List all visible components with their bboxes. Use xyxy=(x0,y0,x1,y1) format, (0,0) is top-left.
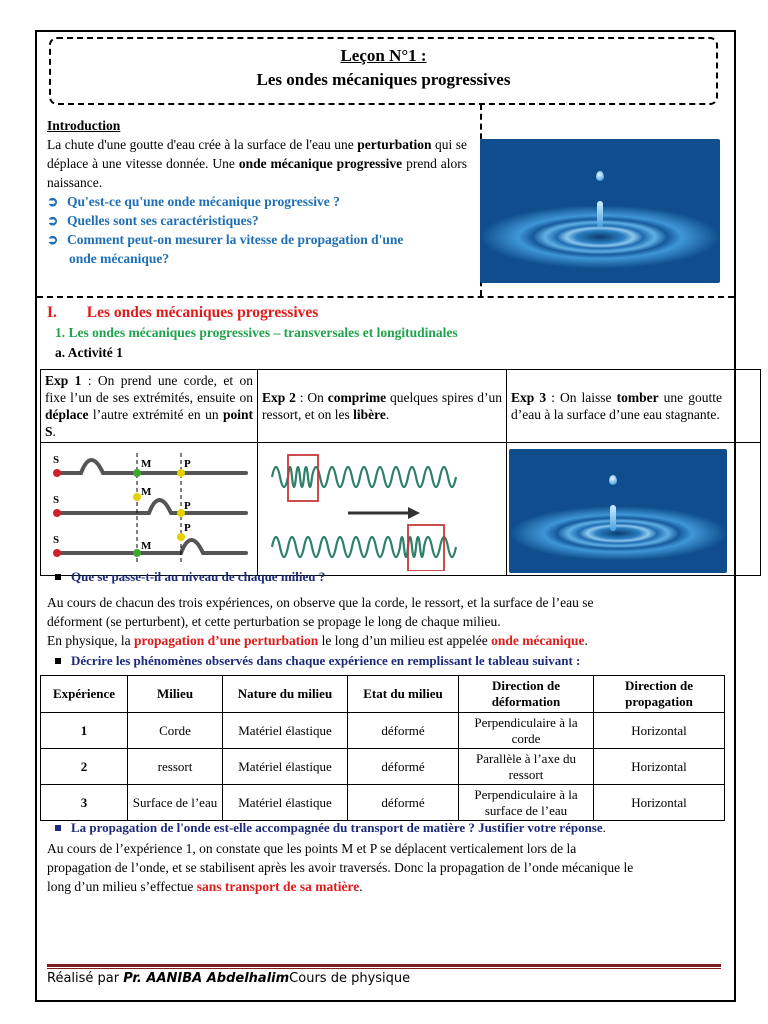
label-s: S xyxy=(53,494,60,506)
table-row: 2 ressort Matériel élastique déformé Parallèle à l’axe du ressort Horizontal xyxy=(41,749,725,785)
intro-paragraph xyxy=(47,135,467,192)
answer-1: Au cours de chacun des trois expériences, on observe que la corde, le ressort, et la surface de l’eau se déforment (se perturbent), et cette perturbation se propage le long de chaque milieu. En physique, la propagation d’une perturbation le long d’un milieu est appelée onde mécanique. xyxy=(47,595,594,648)
point-m-1 xyxy=(133,469,141,477)
spring-diagram-cell xyxy=(258,443,507,576)
table-row: 3 Surface de l’eau Matériel élastique déformé Perpendiculaire à la surface de l’eau Horizontal xyxy=(41,785,725,821)
section-divider xyxy=(37,296,734,298)
splash-icon xyxy=(610,505,616,531)
rope-line-1 xyxy=(57,460,246,473)
water-drop-photo-2 xyxy=(509,449,727,573)
intro-bold: mécanique progressive xyxy=(270,156,403,171)
intro-block xyxy=(47,116,467,268)
header-cell: Expérience xyxy=(41,676,128,713)
rope-line-2 xyxy=(57,500,246,513)
splash-icon xyxy=(597,201,603,227)
title-box xyxy=(49,37,718,105)
exp1-cell: Exp 1 : On prend une corde, et on fixe l’un de ses extrémités, ensuite on déplace l’autre extrémité en un point S. xyxy=(41,370,258,443)
arrow-icon: ➲ xyxy=(47,232,59,247)
intro-question-cont: onde mécanique? xyxy=(69,251,170,266)
subsection-heading: 1. Les ondes mécaniques progressives – transversales et longitudinales xyxy=(55,325,458,340)
label-p: P xyxy=(184,500,191,512)
question-3: La propagation de l'onde est-elle accompagnée du transport de matière ? Justifier votre réponse. xyxy=(47,820,606,836)
intro-question: ➲ Comment peut-on mesurer la vitesse de propagation d'une xyxy=(47,232,404,247)
intro-heading: Introduction xyxy=(47,118,121,133)
activity-heading: a. Activité 1 xyxy=(55,345,123,360)
spring-diagram xyxy=(258,443,498,571)
footer-rule-thin xyxy=(47,968,721,969)
intro-text: La chute d'une goutte d'eau crée à la surface de l'eau une xyxy=(47,137,354,152)
lesson-title: Les ondes mécaniques progressives xyxy=(256,70,511,89)
point-p-3 xyxy=(177,533,185,541)
spring-bottom xyxy=(272,537,456,557)
arrow-right-icon xyxy=(408,507,420,519)
label-m: M xyxy=(141,540,152,552)
point-s-2 xyxy=(53,509,61,517)
compression-box-2 xyxy=(408,525,444,571)
table-row: 1 Corde Matériel élastique déformé Perpendiculaire à la corde Horizontal xyxy=(41,713,725,749)
spring-top xyxy=(272,467,456,487)
intro-bold: perturbation xyxy=(357,137,432,152)
results-table xyxy=(40,675,725,821)
lesson-number: Leçon N°1 : xyxy=(340,46,427,65)
footer: Réalisé par Pr. AANIBA AbdelhalimCours de physique xyxy=(47,971,411,986)
intro-text: prend alors naissance. xyxy=(47,156,468,190)
rope-diagram xyxy=(41,443,257,571)
rope-line-3 xyxy=(57,540,246,553)
header-cell: Nature du milieu xyxy=(223,676,348,713)
header-cell: Milieu xyxy=(128,676,223,713)
intro-bold: onde xyxy=(238,156,267,171)
point-s-3 xyxy=(53,549,61,557)
intro-question: ➲ Qu'est-ce qu'une onde mécanique progressive ? xyxy=(47,194,340,209)
point-m-3 xyxy=(133,549,141,557)
question-1: Que se passe-t-il au niveau de chaque milieu ? xyxy=(47,569,325,585)
water-photo-cell xyxy=(507,443,761,576)
footer-rule xyxy=(47,964,721,967)
header-cell: Direction de propagation xyxy=(594,676,725,713)
rope-diagram-cell xyxy=(41,443,258,576)
arrow-icon: ➲ xyxy=(47,194,59,209)
water-drop-photo xyxy=(480,139,720,283)
square-bullet-icon xyxy=(55,658,61,664)
question-2: Décrire les phénomènes observés dans chaque expérience en remplissant le tableau suivant : xyxy=(47,653,580,669)
answer-3: Au cours de l’expérience 1, on constate que les points M et P se déplacent verticalement lors de la propagation de l’onde, et se stabilisent après les avoir traversés. Donc la propagation de l’onde mécanique le long d’un milieu s’effectue sans transport de sa matière. xyxy=(47,841,634,894)
square-bullet-icon xyxy=(55,574,61,580)
square-bullet-icon xyxy=(55,825,61,831)
arrow-icon: ➲ xyxy=(47,213,59,228)
exp2-cell: Exp 2 : On comprime quelques spires d’un ressort, et on les libère. xyxy=(258,370,507,443)
experiments-table xyxy=(40,369,761,576)
label-s: S xyxy=(53,534,60,546)
header-cell: Direction de déformation xyxy=(459,676,594,713)
point-m-2 xyxy=(133,493,141,501)
header-cell: Etat du milieu xyxy=(348,676,459,713)
water-drop-icon xyxy=(596,171,604,181)
water-drop-icon xyxy=(609,475,617,485)
intro-text: qui se déplace à une vitesse donnée. Une xyxy=(47,137,468,171)
label-s: S xyxy=(53,454,60,466)
label-p: P xyxy=(184,522,191,534)
label-m: M xyxy=(141,458,152,470)
exp3-cell: Exp 3 : On laisse tomber une goutte d’eau à la surface d’une eau stagnante. xyxy=(507,370,761,443)
label-p: P xyxy=(184,458,191,470)
label-m: M xyxy=(141,486,152,498)
intro-question: ➲ Quelles sont ses caractéristiques? xyxy=(47,213,259,228)
point-s-1 xyxy=(53,469,61,477)
section-heading: I. Les ondes mécaniques progressives xyxy=(47,304,319,321)
point-p-1 xyxy=(177,469,185,477)
